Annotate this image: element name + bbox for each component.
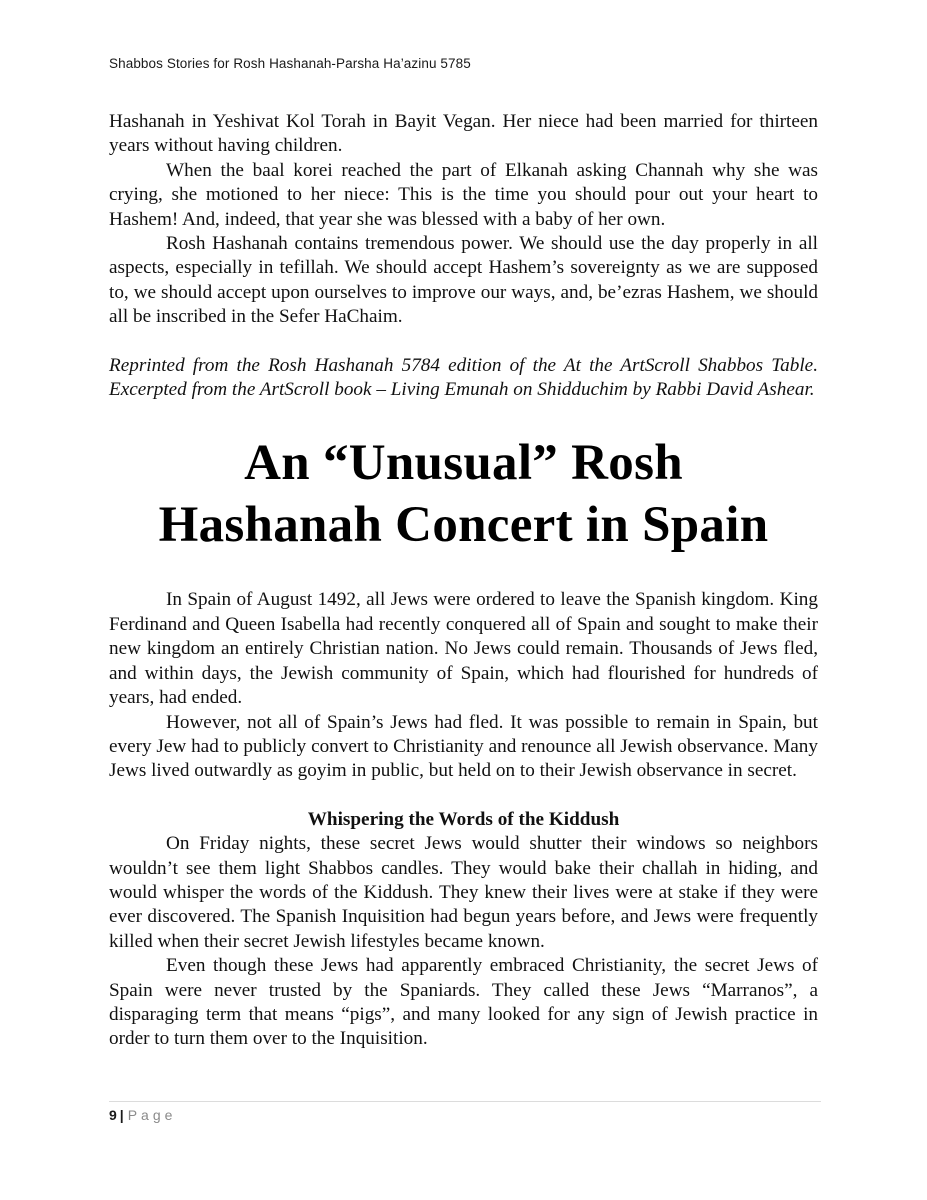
- footer-divider: [109, 1101, 821, 1102]
- section-heading: Whispering the Words of the Kiddush: [307, 808, 620, 830]
- paragraph: Hashanah in Yeshivat Kol Torah in Bayit Vegan. Her niece had been married for thirteen years without having children.: [109, 111, 818, 157]
- running-header: Shabbos Stories for Rosh Hashanah-Parsha Ha’azinu 5785: [109, 56, 471, 71]
- paragraph: Rosh Hashanah contains tremendous power. We should use the day properly in all aspects, especially in tefillah. We should accept Hashem’s sovereignty as we are supposed to, we should accept upon ourselves to improve our ways, and, be’ezras Hashem, we should all be inscribed in the Sefer HaChaim.: [109, 233, 818, 328]
- page-label: Page: [127, 1107, 177, 1123]
- page-footer: [109, 1107, 176, 1123]
- paragraph: On Friday nights, these secret Jews would shutter their windows so neighbors wouldn’t see them light Shabbos candles. They would bake their challah in hiding, and would whisper the words of the Kiddush. They knew their lives were at stake if they were ever discovered. The Spanish Inquisition had begun years before, and Jews were frequently killed when their secret Jewish lifestyles became known.: [109, 833, 818, 952]
- paragraph: When the baal korei reached the part of Elkanah asking Channah why she was crying, she motioned to her niece: This is the time you should pour out your heart to Hashem! And, indeed, that year she was blessed with a baby of her own.: [109, 159, 818, 230]
- source-credit: Reprinted from the Rosh Hashanah 5784 edition of the At the ArtScroll Shabbos Table. Excerpted from the ArtScroll book – Living Emunah on Shidduchim by Rabbi David Ashear.: [109, 354, 818, 401]
- article-body: [109, 588, 818, 1051]
- paragraph: Even though these Jews had apparently embraced Christianity, the secret Jews of Spain were never trusted by the Spaniards. They called these Jews “Marranos”, a disparaging term that means “pigs”, and many looked for any sign of Jewish practice in order to turn them over to the Inquisition.: [109, 955, 818, 1050]
- paragraph: In Spain of August 1492, all Jews were ordered to leave the Spanish kingdom. King Ferdinand and Queen Isabella had recently conquered all of Spain and sought to make their new kingdom an entirely Christian nation. No Jews could remain. Thousands of Jews fled, and within days, the Jewish community of Spain, which had flourished for hundreds of years, had ended.: [109, 589, 818, 709]
- previous-story-continuation: [109, 110, 818, 402]
- article-title-line-1: An “Unusual” Rosh: [244, 435, 683, 492]
- article-title-line-2: Hashanah Concert in Spain: [158, 497, 769, 554]
- paragraph: However, not all of Spain’s Jews had fled. It was possible to remain in Spain, but every Jew had to publicly convert to Christianity and renounce all Jewish observance. Many Jews lived outwardly as goyim in public, but held on to their Jewish observance in secret.: [109, 711, 818, 782]
- page-content: [109, 110, 818, 1052]
- footer-separator: |: [119, 1107, 124, 1123]
- page-number: 9: [109, 1107, 117, 1123]
- article-title: [109, 432, 818, 556]
